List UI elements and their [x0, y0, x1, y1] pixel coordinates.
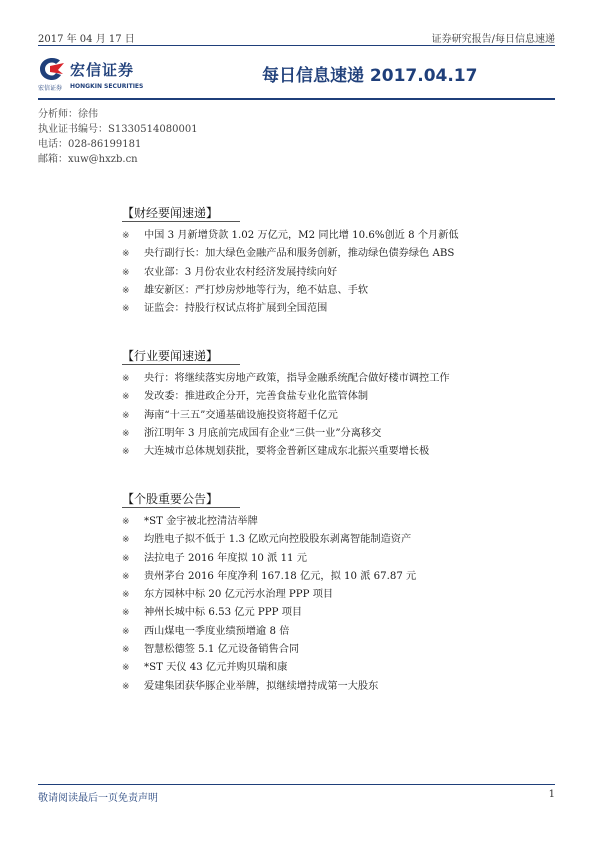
analyst-phone: 电话：028-86199181 [38, 139, 142, 150]
bullet-icon: ※ [122, 285, 130, 296]
section-title: 【财经要闻速递】 [122, 206, 219, 220]
list-item: ※ 大连城市总体规划获批，要将金普新区建成东北振兴重要增长极 [122, 443, 522, 461]
bullet-icon: ※ [122, 553, 130, 564]
list-item: ※ 浙江明年 3 月底前完成国有企业“三供一业”分离移交 [122, 425, 522, 443]
bullet-icon: ※ [122, 590, 130, 601]
bullet-icon: ※ [122, 626, 130, 637]
header-divider [38, 45, 555, 46]
list-item: ※ 西山煤电一季度业绩预增逾 8 倍 [122, 623, 522, 641]
bullet-icon: ※ [122, 608, 130, 619]
logo-emblem-icon [38, 56, 66, 82]
bullet-icon: ※ [122, 231, 130, 241]
list-item: ※ 发改委：推进政企分开，完善食盐专业化监管体制 [122, 388, 522, 406]
list-item: ※ 中国 3 月新增贷款 1.02 万亿元，M2 同比增 10.6%创近 8 个月新低 [122, 227, 522, 245]
list-item: ※ 央行副行长：加大绿色金融产品和服务创新，推动绿色债券绿色 ABS [122, 245, 522, 263]
analyst-email: 邮箱：xuw@hxzb.cn [38, 154, 138, 165]
bullet-icon: ※ [122, 571, 130, 582]
list-item: ※ 东方园林中标 20 亿元污水治理 PPP 项目 [122, 586, 522, 604]
bullet-icon: ※ [122, 249, 130, 260]
title-divider [38, 98, 555, 100]
bullet-icon: ※ [122, 517, 130, 527]
list-item: ※ *ST 天仪 43 亿元并购贝瑞和康 [122, 659, 522, 677]
company-logo [38, 56, 168, 92]
header-date: 2017 年 04 月 17 日 [38, 34, 135, 45]
page-number: 1 [548, 789, 555, 800]
logo-english-name: HONGKIN SECURITIES [70, 83, 144, 90]
bullet-icon: ※ [122, 663, 130, 674]
logo-small-name: 宏信证券 [38, 85, 63, 92]
list-item: ※ 农业部：3 月份农业农村经济发展持续向好 [122, 264, 522, 282]
section-industry-news [122, 343, 522, 461]
bullet-icon: ※ [122, 392, 130, 403]
section-title: 【行业要闻速递】 [122, 349, 219, 363]
announcement-list [122, 513, 522, 696]
section-underline [122, 364, 240, 365]
list-item: ※ 智慧松德签 5.1 亿元设备销售合同 [122, 641, 522, 659]
bullet-icon: ※ [122, 645, 130, 656]
document-title: 每日信息速递 2017.04.17 [262, 66, 478, 86]
footer-disclaimer-link[interactable]: 敬请阅读最后一页免责声明 [38, 793, 158, 804]
list-item: ※ *ST 金宇被北控清洁举牌 [122, 513, 522, 531]
list-item: ※ 雄安新区：严打炒房炒地等行为，绝不姑息、手软 [122, 282, 522, 300]
bullet-icon: ※ [122, 267, 130, 278]
news-list [122, 227, 522, 318]
section-title: 【个股重要公告】 [122, 492, 219, 506]
analyst-name: 分析师：徐伟 [38, 109, 98, 120]
analyst-cert: 执业证书编号：S1330514080001 [38, 124, 198, 135]
bullet-icon: ※ [122, 410, 130, 421]
bullet-icon: ※ [122, 374, 130, 384]
list-item: ※ 神州长城中标 6.53 亿元 PPP 项目 [122, 604, 522, 622]
news-list [122, 370, 522, 461]
list-item: ※ 央行：将继续落实房地产政策，指导金融系统配合做好楼市调控工作 [122, 370, 522, 388]
list-item: ※ 贵州茅台 2016 年度净利 167.18 亿元，拟 10 派 67.87 元 [122, 568, 522, 586]
bullet-icon: ※ [122, 428, 130, 439]
list-item: ※ 海南“十三五”交通基础设施投资将超千亿元 [122, 407, 522, 425]
bullet-icon: ※ [122, 304, 130, 315]
bullet-icon: ※ [122, 447, 130, 458]
section-underline [122, 507, 240, 508]
list-item: ※ 证监会：持股行权试点将扩展到全国范围 [122, 300, 522, 318]
list-item: ※ 法拉电子 2016 年度拟 10 派 11 元 [122, 550, 522, 568]
bullet-icon: ※ [122, 681, 130, 692]
section-stock-announcements [122, 486, 522, 696]
footer-divider [38, 784, 555, 785]
logo-company-name: 宏信证券 [70, 61, 135, 79]
header-report-type: 证券研究报告/每日信息速递 [431, 34, 555, 45]
section-underline [122, 221, 240, 222]
analyst-info [38, 107, 198, 167]
list-item: ※ 爱建集团获华豚企业举牌，拟继续增持成第一大股东 [122, 678, 522, 696]
section-finance-news [122, 200, 522, 318]
list-item: ※ 均胜电子拟不低于 1.3 亿欧元向控股股东剥离智能制造资产 [122, 531, 522, 549]
bullet-icon: ※ [122, 535, 130, 546]
